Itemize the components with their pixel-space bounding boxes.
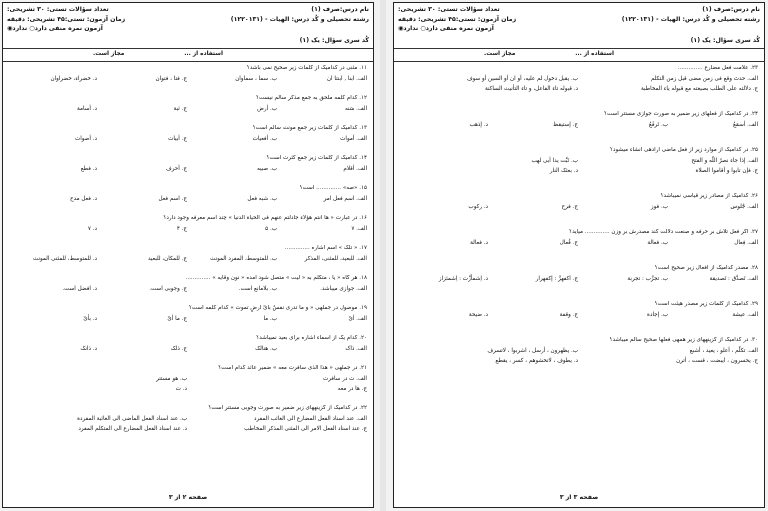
question-text: ۱۳. کدامیک از کلمات زیر جمع مونث سالم است؟ (252, 125, 367, 131)
page-footer: صفحه ۳ از ۳ (559, 494, 599, 501)
option-d[interactable]: د. عند اسناد الفعل المضارع الی المتکلم المفرد (78, 426, 187, 432)
series-code: کُد سری سؤال: یک (۱) (299, 37, 369, 44)
question-text: ۲۴. در کدامیک از فعلهای زیر ضمیر به صورت جوازی مستتر است؟ (604, 111, 758, 117)
option-c[interactable]: ج. ثبة (173, 106, 187, 112)
option-b[interactable]: ب. هنالک (255, 346, 277, 352)
page-header (394, 3, 764, 62)
option-b[interactable]: ب. یظهرون ، أرسل ، اشربوا ، لاتسرف (487, 348, 578, 354)
option-c[interactable]: ج. یحسرون ، ایبضت ، قست ، أترن (676, 358, 758, 364)
question-text: ۲۱. در جملهی « هذا الذی سافرت معه » ضمیر عائد کدام است؟ (218, 365, 367, 371)
option-d[interactable]: د. ضیحة (468, 312, 488, 318)
option-b[interactable]: ب. هو مستتر (156, 376, 187, 382)
option-a[interactable]: الف. جُلوس (730, 204, 758, 210)
exam-time: زمان آزمون: تستی:۴۵ تشریحی: دقیقه (7, 16, 126, 23)
option-a[interactable]: الف. سَنه (345, 106, 367, 112)
major-code: رشته تحصیلی و کُد درس: الهیات - (۱۲۲۰۱۳۱) (621, 16, 760, 23)
option-d[interactable]: د. ت (175, 386, 187, 392)
option-d[interactable]: د. أصوات (74, 136, 97, 142)
option-c[interactable]: ج. فُعال (559, 240, 578, 246)
option-c[interactable]: ج. اکفهرَّ : إکفهرار (535, 276, 578, 282)
option-b[interactable]: ب. شبه فعل (247, 196, 277, 202)
option-c[interactable]: ج. وجوبی است. (149, 286, 187, 292)
question-text: ۱۵. «صه» .............. است؟ (299, 185, 367, 191)
page-header (3, 3, 373, 62)
option-a[interactable]: الف. فِعال (734, 240, 758, 246)
option-a[interactable]: الف. حدث وقع فی زمن مضی قبل زمن التکلم (650, 76, 758, 82)
option-d[interactable]: د. بأیّ (83, 316, 97, 322)
option-c[interactable]: ج. وقفة (559, 312, 578, 318)
question-text: ۱۴. کدامیک از کلمات زیر جمع کثرت است؟ (266, 155, 367, 161)
option-b[interactable]: ب. تَرفَعُ (648, 122, 668, 128)
page-divider (380, 0, 386, 511)
option-c[interactable]: ج. ذلک (170, 346, 187, 352)
question-text: ۲۸. مصدر کدامیک از افعال زیر صحیح است؟ (654, 265, 758, 271)
option-d[interactable]: د. للمتوسط، للمثنی المونث (32, 256, 97, 262)
option-b[interactable]: ب. تَبَّت یدا أبی لهب (531, 158, 578, 164)
option-c[interactable]: ج. أبیات (168, 136, 187, 142)
question-text: ۲۶. کدامیک از مصادر زیر قیاسی نمیباشد؟ (660, 193, 758, 199)
option-a[interactable]: الف. عیشة (732, 312, 758, 318)
option-a[interactable]: الف. للبعید، للمثنی، المذکر (304, 256, 367, 262)
series-code: کُد سری سؤال: یک (۱) (690, 37, 760, 44)
option-d[interactable]: د. یطوف ، لاتخشوهم ، کسر ، یقطع (495, 358, 578, 364)
option-c[interactable]: ج. فرح (561, 204, 578, 210)
option-c[interactable]: ج. اسم فعل (158, 196, 187, 202)
header-sub (394, 48, 764, 60)
option-c[interactable]: ج. أحرف (165, 166, 187, 172)
question-count: تعداد سؤالات تستی: ۳۰ تشریحی: (398, 6, 500, 13)
option-c[interactable]: ج. ۴ (176, 226, 187, 232)
question-text: ۲۷. اگر فعل تلاش بر حرفه و صنعت دلالت کند مصدرش بر وزن .............. میآید؟ (569, 229, 758, 235)
option-d[interactable]: د. قبوله تاء الفاعل، و تاء التأنیث الساکنة (484, 86, 578, 92)
question-text: ۱۹. موصول در جملهی « و ما تدری نفسٌ بأیّ أرضٍ تموت » کدام کلمه است؟ (188, 305, 367, 311)
option-b[interactable]: ب. یقبل دخول لم علیه، أو ان أو السین أو سوف (466, 76, 578, 82)
question-text: ۲۵. در کدامیک از موارد زیر از فعل ماضی ارادهی انشاء میشود؟ (610, 147, 758, 153)
exam-page-3 (393, 2, 765, 508)
question-text: ۱۱. مثنی در کدامیک از کلمات زیر صحیح نمی باشد؟ (246, 65, 367, 71)
question-text: ۱۶. در عبارت « ها أنتم هؤلاء جادلتم عنهم فی الحیاة الدنیا » چند اسم معرفه وجود دارد؟ (163, 215, 367, 221)
option-a[interactable]: الف. عند اسناد الفعل المضارع الی الغائب المفرد (253, 416, 367, 422)
use-label: استفاده از ... (184, 51, 223, 57)
option-a[interactable]: الف. أسمَعُ (732, 122, 758, 128)
negative-score: آزمون نمره منفی دارد○ ندارد◉ (398, 25, 494, 32)
option-a[interactable]: الف. تکلّم ، أعلو ، یعید ، أشبع (689, 348, 758, 354)
option-a[interactable]: الف. ابنا , ابنتا ان (326, 76, 367, 82)
question-text: ۳۰. در کدامیک از گزینههای زیر همهی فعلها صحیح سالم میباشد؟ (609, 337, 758, 343)
option-d[interactable]: د. خضراء، خضراوان (50, 76, 97, 82)
question-text: ۲۹. کدامیک از کلمات زیر مصدر هیئت است؟ (654, 301, 758, 307)
option-d[interactable]: د. فعالة (470, 240, 488, 246)
option-b[interactable]: ب. للمتوسط، المفرد المونث (210, 256, 277, 262)
question-text: ۲۳. علامت فعل مضارع .............. (677, 65, 758, 71)
use-label: استفاده از ... (575, 51, 614, 57)
exam-page-2 (2, 2, 374, 508)
course-name: نام درس:صرف (۱) (702, 6, 760, 13)
option-a[interactable]: الف. ۷ (351, 226, 367, 232)
negative-score: آزمون نمره منفی دارد○ ندارد◉ (7, 25, 103, 32)
option-d[interactable]: د. ۷ (87, 226, 97, 232)
option-d[interactable]: د. رکوب (468, 204, 488, 210)
option-b[interactable]: ب. أفعیات (252, 136, 277, 142)
option-b[interactable]: ب. تجرَّب : تجربة (627, 276, 668, 282)
header-sub (3, 48, 373, 60)
question-count: تعداد سؤالات تستی: ۳۰ تشریحی: (7, 6, 109, 13)
option-a[interactable]: الف. تَصدَّق : تَصدیقة (709, 276, 758, 282)
option-a[interactable]: الف. ذاک (345, 346, 367, 352)
option-c[interactable]: ج. فتا ، فتوان (155, 76, 187, 82)
option-b[interactable]: ب. فعالة (647, 240, 668, 246)
option-a[interactable]: الف. أقلام (343, 166, 367, 172)
option-a[interactable]: الف. إذا جاء نصرُ اللّه و الفتح (691, 158, 758, 164)
option-d[interactable]: د. ذانک (80, 346, 97, 352)
option-d[interactable]: د. فطع (80, 166, 97, 172)
option-d[interactable]: د. بعثک النار (549, 168, 578, 174)
allowed-label: مجاز است. (484, 51, 516, 57)
option-b[interactable]: ب. إجادة (647, 312, 668, 318)
option-c[interactable]: ج. دلالته علی الطلب بصیغته مع قبوله یاء المخاطبة (641, 86, 758, 92)
option-a[interactable]: الف. اسم فعل امر (323, 196, 367, 202)
exam-time: زمان آزمون: تستی:۴۵ تشریحی: دقیقه (398, 16, 517, 23)
option-c[interactable]: ج. فإن تابوا و أقاموا الصلاة (695, 168, 758, 174)
option-d[interactable]: د. أسامة (77, 106, 97, 112)
option-c[interactable]: ج. عند اسناد الفعل الامر الی المثنی المذکر المخاطب (244, 426, 367, 432)
option-b[interactable]: ب. بلامانع است. (238, 286, 277, 292)
option-a[interactable]: الف. أیّ (348, 316, 367, 322)
option-c[interactable]: ج. إستیقظ (553, 122, 578, 128)
question-text: ۱۷. « تلک » اسم اشاره .............. (284, 245, 367, 251)
allowed-label: مجاز است. (93, 51, 125, 57)
option-b[interactable]: ب. ۵ (265, 226, 277, 232)
option-b[interactable]: ب. فوز (650, 204, 668, 210)
question-text: ۱۸. هر گاه « یا ، متکلم به « لیت » متصل شود اَمده « نون وقایه » .............. (185, 275, 367, 281)
option-d[interactable]: د. اِشمأزَّت : اِشمئزاز (438, 276, 488, 282)
option-d[interactable]: د. افضل است. (62, 286, 97, 292)
option-a[interactable]: الف. جوازی میباشد. (320, 286, 367, 292)
option-a[interactable]: الف. أموات (340, 136, 367, 142)
major-code: رشته تحصیلی و کُد درس: الهیات - (۱۲۲۰۱۳۱) (230, 16, 369, 23)
option-c[interactable]: ج. ها در معه (337, 386, 367, 392)
option-b[interactable]: ب. عند اسناد الفعل الماضی الی الغائبة المفردة (77, 416, 187, 422)
course-name: نام درس:صرف (۱) (311, 6, 369, 13)
page-footer: صفحه ۲ از ۳ (168, 494, 208, 501)
option-c[interactable]: ج. ما أیّ (167, 316, 187, 322)
question-text: ۲۰. کدام یک از اسماء اشاره برای بعید نمیباشد؟ (256, 335, 367, 341)
option-b[interactable]: ب. صبیه (257, 166, 277, 172)
option-d[interactable]: د. فعل مدح (70, 196, 97, 202)
option-b[interactable]: ب. أرض (257, 106, 277, 112)
question-text: ۱۲. کدام کلمه ملحق به جمع مذکر سالم نیست؟ (256, 95, 367, 101)
option-b[interactable]: ب. سما ، سماوان (235, 76, 277, 82)
option-b[interactable]: ب. ما (263, 316, 277, 322)
option-d[interactable]: د. إذهب (469, 122, 488, 128)
option-c[interactable]: ج. للمکان، للبعید (147, 256, 187, 262)
option-a[interactable]: الف. ت در سافرت (322, 376, 367, 382)
question-text: ۲۲. در کدامیک از گزینههای زیر ضمیر به صورت وجوبی مستتر است؟ (208, 405, 367, 411)
